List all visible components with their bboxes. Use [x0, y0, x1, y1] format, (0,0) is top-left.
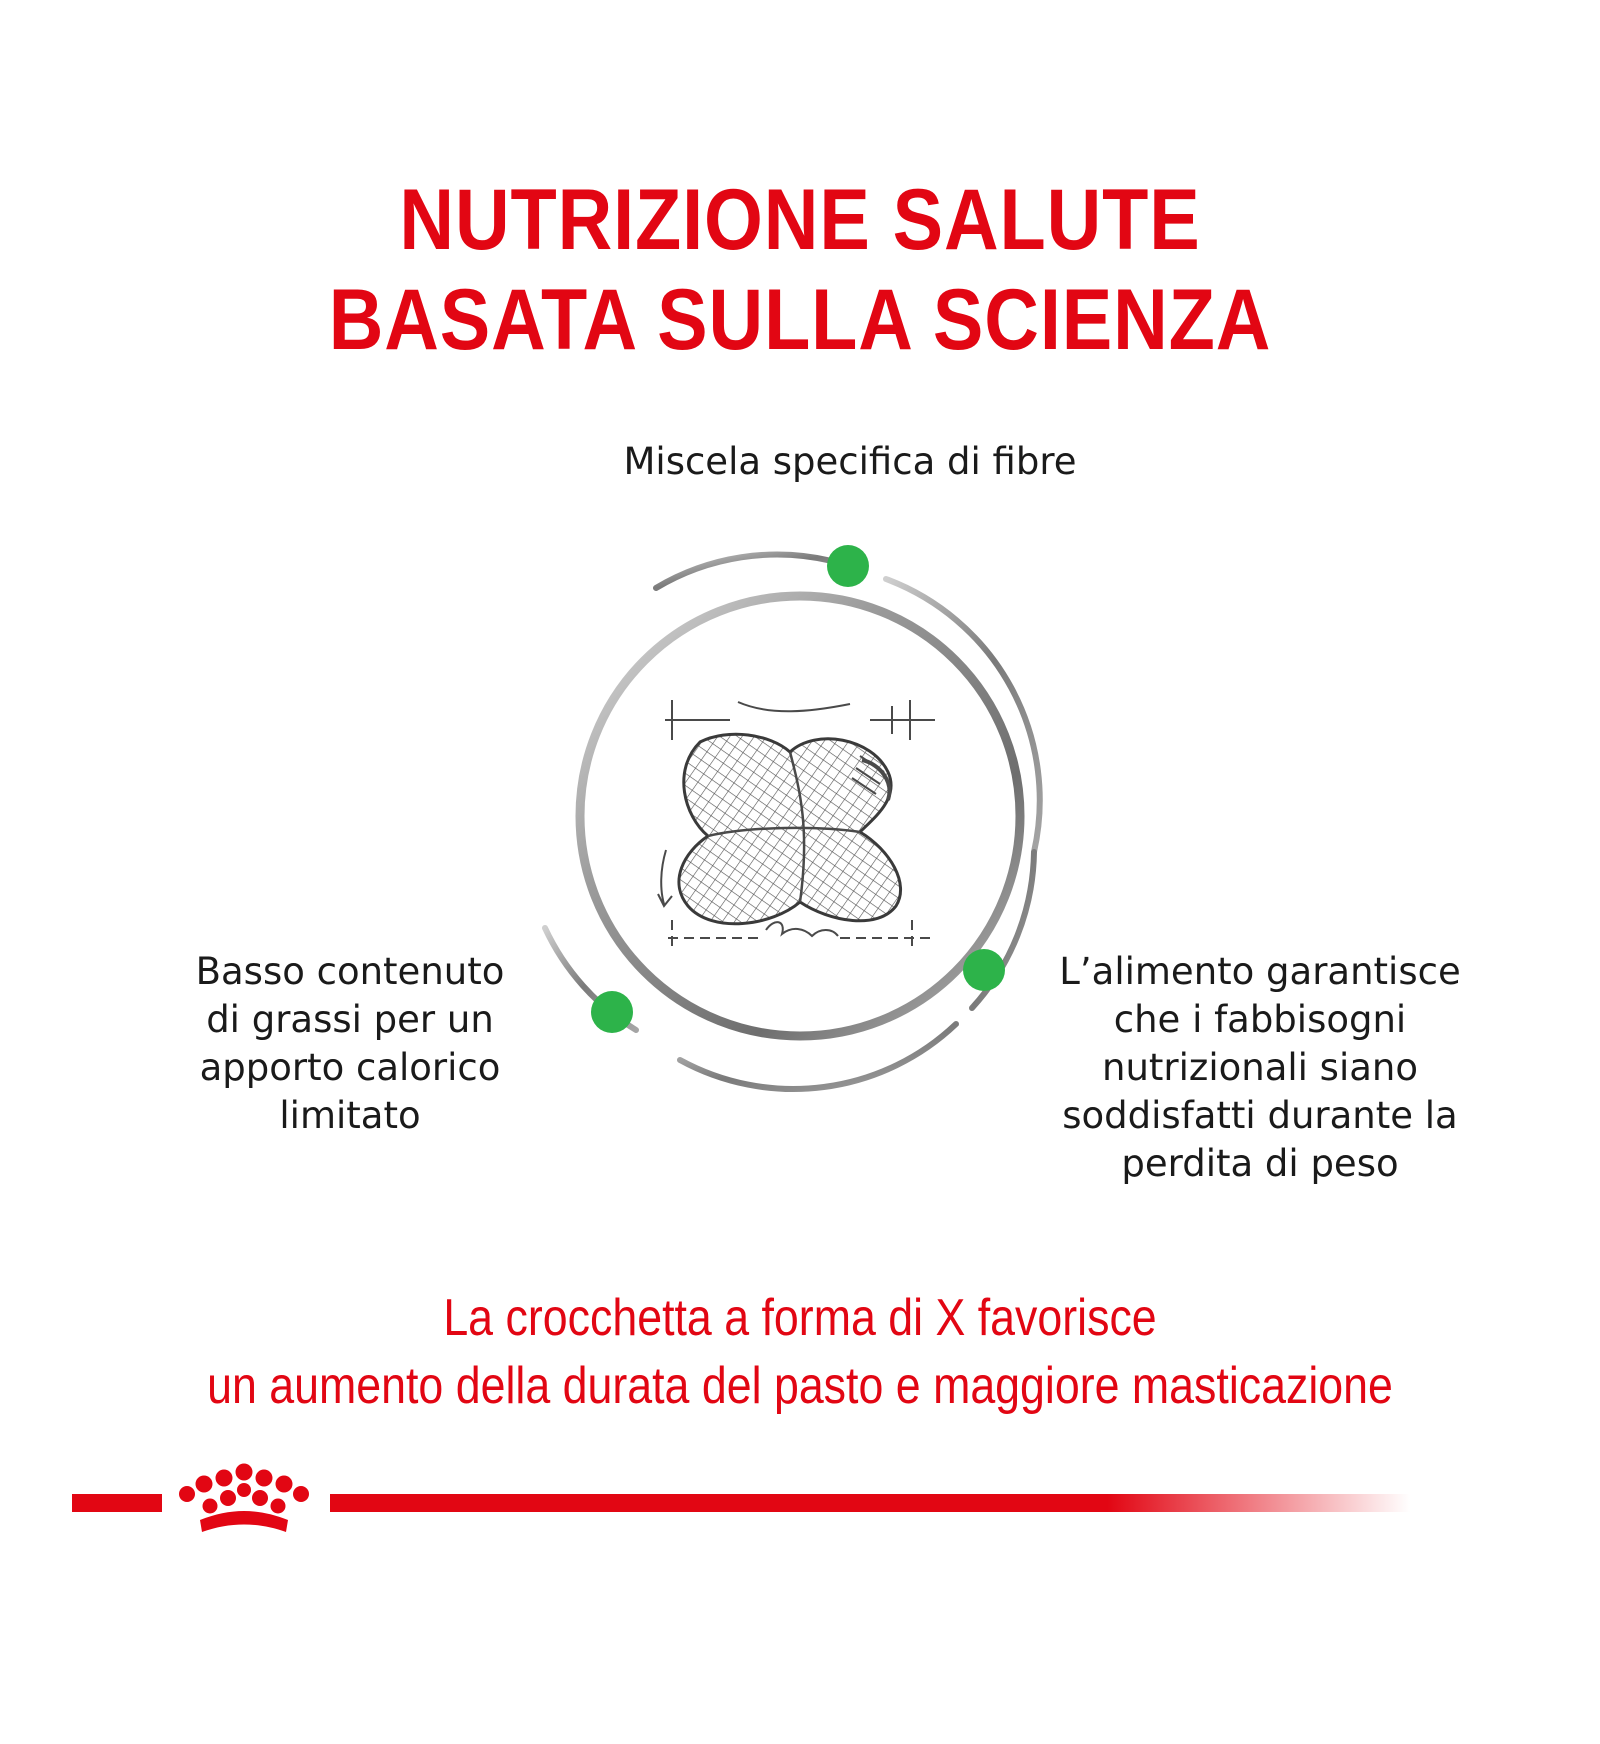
- benefit-low-fat-line-3: apporto calorico: [199, 1046, 501, 1089]
- benefit-fibre-line: Miscela specifica di fibre: [623, 440, 1077, 483]
- benefit-nutrition-line-1: L’alimento garantisce: [1059, 950, 1461, 993]
- green-dot-left: [591, 991, 633, 1033]
- brand-bar-left: [72, 1494, 162, 1512]
- benefit-low-fat-line-1: Basso contenuto: [195, 950, 505, 993]
- benefit-low-fat-line-2: di grassi per un: [206, 998, 494, 1041]
- brand-bar-right: [330, 1494, 1410, 1512]
- benefit-nutrition-line-3: nutrizionali siano: [1102, 1046, 1418, 1089]
- crown-logo-icon: [179, 1464, 309, 1533]
- green-dot-top: [827, 545, 869, 587]
- benefit-low-fat-line-4: limitato: [279, 1094, 421, 1137]
- headline-line-1: NUTRIZIONE SALUTE: [399, 172, 1201, 268]
- kibble-sketch-icon: [658, 700, 935, 950]
- benefit-nutrition-line-4: soddisfatti durante la: [1062, 1094, 1458, 1137]
- tagline-line-2: un aumento della durata del pasto e maggiore masticazione: [207, 1357, 1393, 1415]
- headline-line-2: BASATA SULLA SCIENZA: [328, 272, 1272, 368]
- benefit-nutrition-line-5: perdita di peso: [1121, 1142, 1399, 1185]
- green-dot-right: [963, 949, 1005, 991]
- benefit-nutrition-line-2: che i fabbisogni: [1113, 998, 1407, 1041]
- tagline-line-1: La crocchetta a forma di X favorisce: [443, 1289, 1157, 1347]
